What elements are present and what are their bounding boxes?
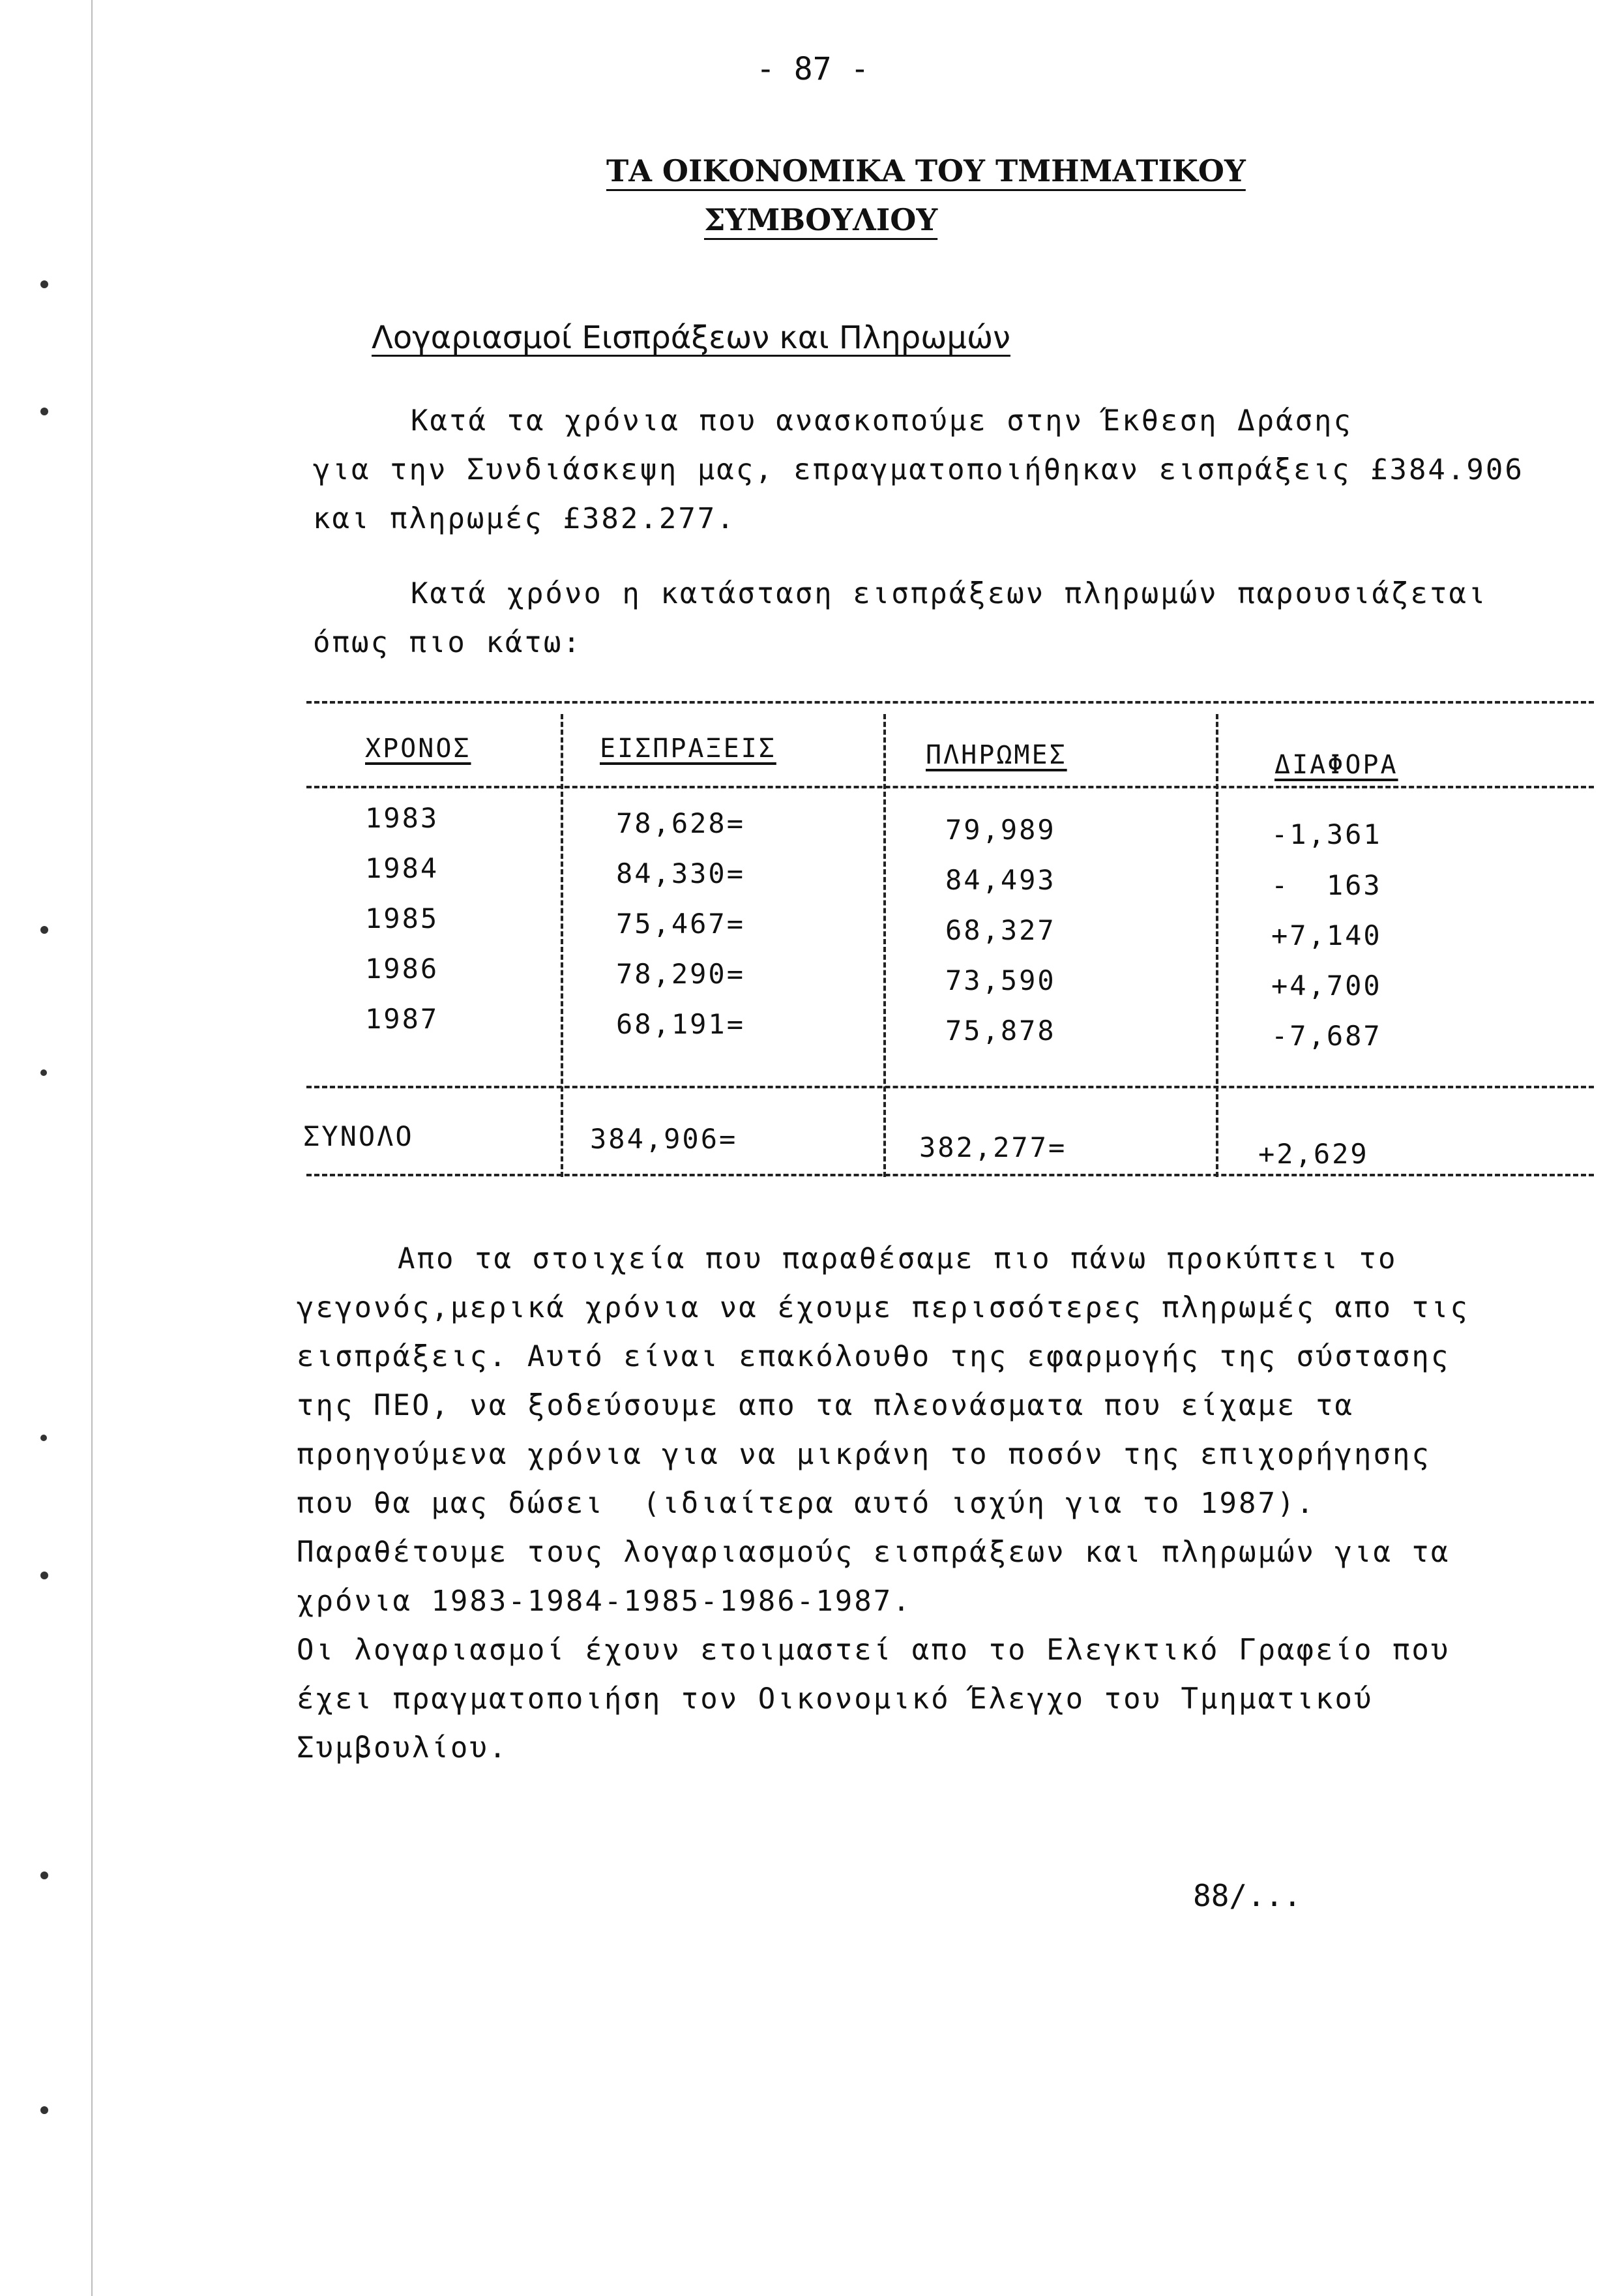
table-top-rule bbox=[306, 701, 1594, 704]
row-receipts: 84,330= bbox=[616, 857, 746, 889]
table-bottom-rule bbox=[306, 1174, 1594, 1176]
body-line-4: της ΠΕΟ, να ξοδεύσουμε απο τα πλεονάσματα που είχαμε τα bbox=[297, 1389, 1354, 1422]
row-difference: -7,687 bbox=[1271, 1020, 1382, 1052]
body-line-2: γεγονός,μερικά χρόνια να έχουμε περισσότερες πληρωμές απο τις bbox=[297, 1291, 1469, 1324]
header-payments: ΠΛΗΡΩΜΕΣ bbox=[926, 740, 1067, 770]
row-difference: +7,140 bbox=[1271, 919, 1382, 951]
row-difference: -1,361 bbox=[1271, 818, 1382, 850]
scan-speck bbox=[40, 408, 48, 415]
document-title-line2: ΣΥΜΒΟΥΛΙΟΥ bbox=[704, 202, 938, 237]
column-divider-3 bbox=[1216, 714, 1218, 1177]
intro-line-2: για την Συνδιάσκεψη μας, επραγματοποιήθηκαν εισπράξεις £384.906 bbox=[313, 453, 1524, 486]
row-payments: 73,590 bbox=[945, 964, 1056, 996]
body-line-7: Παραθέτουμε τους λογαριασμούς εισπράξεων και πληρωμών για τα bbox=[297, 1536, 1450, 1569]
body-line-6: που θα μας δώσει (ιδιαίτερα αυτό ισχύη για το 1987). bbox=[297, 1487, 1316, 1520]
body-line-1: Απο τα στοιχεία που παραθέσαμε πιο πάνω προκύπτει το bbox=[398, 1242, 1398, 1275]
row-payments: 79,989 bbox=[945, 814, 1056, 846]
row-difference: +4,700 bbox=[1271, 970, 1382, 1002]
margin-line bbox=[91, 0, 93, 2296]
column-divider-1 bbox=[561, 714, 563, 1177]
total-payments: 382,277= bbox=[919, 1131, 1067, 1163]
body-line-9: Οι λογαριασμοί έχουν ετοιμαστεί απο το Ελεγκτικό Γραφείο που bbox=[297, 1633, 1450, 1667]
column-divider-2 bbox=[883, 714, 886, 1177]
scan-speck bbox=[40, 1435, 47, 1441]
total-receipts: 384,906= bbox=[590, 1123, 738, 1155]
table-header-rule bbox=[306, 786, 1594, 788]
header-difference: ΔΙΑΦΟΡΑ bbox=[1274, 750, 1398, 780]
document-title-line1: ΤΑ ΟΙΚΟΝΟΜΙΚΑ ΤΟΥ ΤΜΗΜΑΤΙΚΟΥ bbox=[606, 153, 1246, 188]
scan-speck bbox=[40, 1069, 47, 1076]
row-payments: 75,878 bbox=[945, 1015, 1056, 1047]
section-heading: Λογαριασμοί Εισπράξεων και Πληρωμών bbox=[372, 320, 1010, 356]
row-year: 1985 bbox=[365, 902, 439, 934]
body-line-3: εισπράξεις. Αυτό είναι επακόλουθο της εφαρμογής της σύστασης bbox=[297, 1340, 1450, 1373]
scan-speck bbox=[40, 1572, 48, 1579]
row-year: 1987 bbox=[365, 1003, 439, 1035]
body-line-8: χρόνια 1983-1984-1985-1986-1987. bbox=[297, 1585, 912, 1618]
row-year: 1986 bbox=[365, 953, 439, 985]
row-year: 1983 bbox=[365, 802, 439, 834]
scan-speck bbox=[40, 2106, 48, 2114]
header-year: ΧΡΟΝΟΣ bbox=[365, 734, 471, 764]
intro2-line-1: Κατά χρόνο η κατάσταση εισπράξεων πληρωμών παρουσιάζεται bbox=[411, 577, 1488, 610]
row-payments: 84,493 bbox=[945, 864, 1056, 896]
header-receipts: ΕΙΣΠΡΑΞΕΙΣ bbox=[600, 734, 776, 764]
row-difference: - 163 bbox=[1271, 869, 1382, 901]
body-line-10: έχει πραγματοποιήση τον Οικονομικό Έλεγχο του Τμηματικού bbox=[297, 1682, 1374, 1716]
table-body-bottom-rule bbox=[306, 1086, 1594, 1088]
page-number: - 87 - bbox=[756, 51, 870, 87]
total-label: ΣΥΝΟΛΟ bbox=[303, 1120, 414, 1152]
body-line-11: Συμβουλίου. bbox=[297, 1731, 508, 1765]
intro-line-3: και πληρωμές £382.277. bbox=[313, 502, 736, 535]
intro2-line-2: όπως πιο κάτω: bbox=[313, 626, 582, 659]
intro-line-1: Κατά τα χρόνια που ανασκοπούμε στην Έκθεση Δράσης bbox=[411, 404, 1353, 438]
row-receipts: 68,191= bbox=[616, 1008, 746, 1040]
row-receipts: 75,467= bbox=[616, 908, 746, 940]
row-year: 1984 bbox=[365, 852, 439, 884]
total-difference: +2,629 bbox=[1258, 1138, 1369, 1170]
body-line-5: προηγούμενα χρόνια για να μικράνη το ποσόν της επιχορήγησης bbox=[297, 1438, 1431, 1471]
row-receipts: 78,290= bbox=[616, 958, 746, 990]
scan-speck bbox=[40, 926, 48, 934]
scan-speck bbox=[40, 1871, 48, 1879]
scan-speck bbox=[40, 280, 48, 288]
row-payments: 68,327 bbox=[945, 914, 1056, 946]
continuation-marker: 88/... bbox=[1193, 1878, 1302, 1913]
row-receipts: 78,628= bbox=[616, 807, 746, 839]
